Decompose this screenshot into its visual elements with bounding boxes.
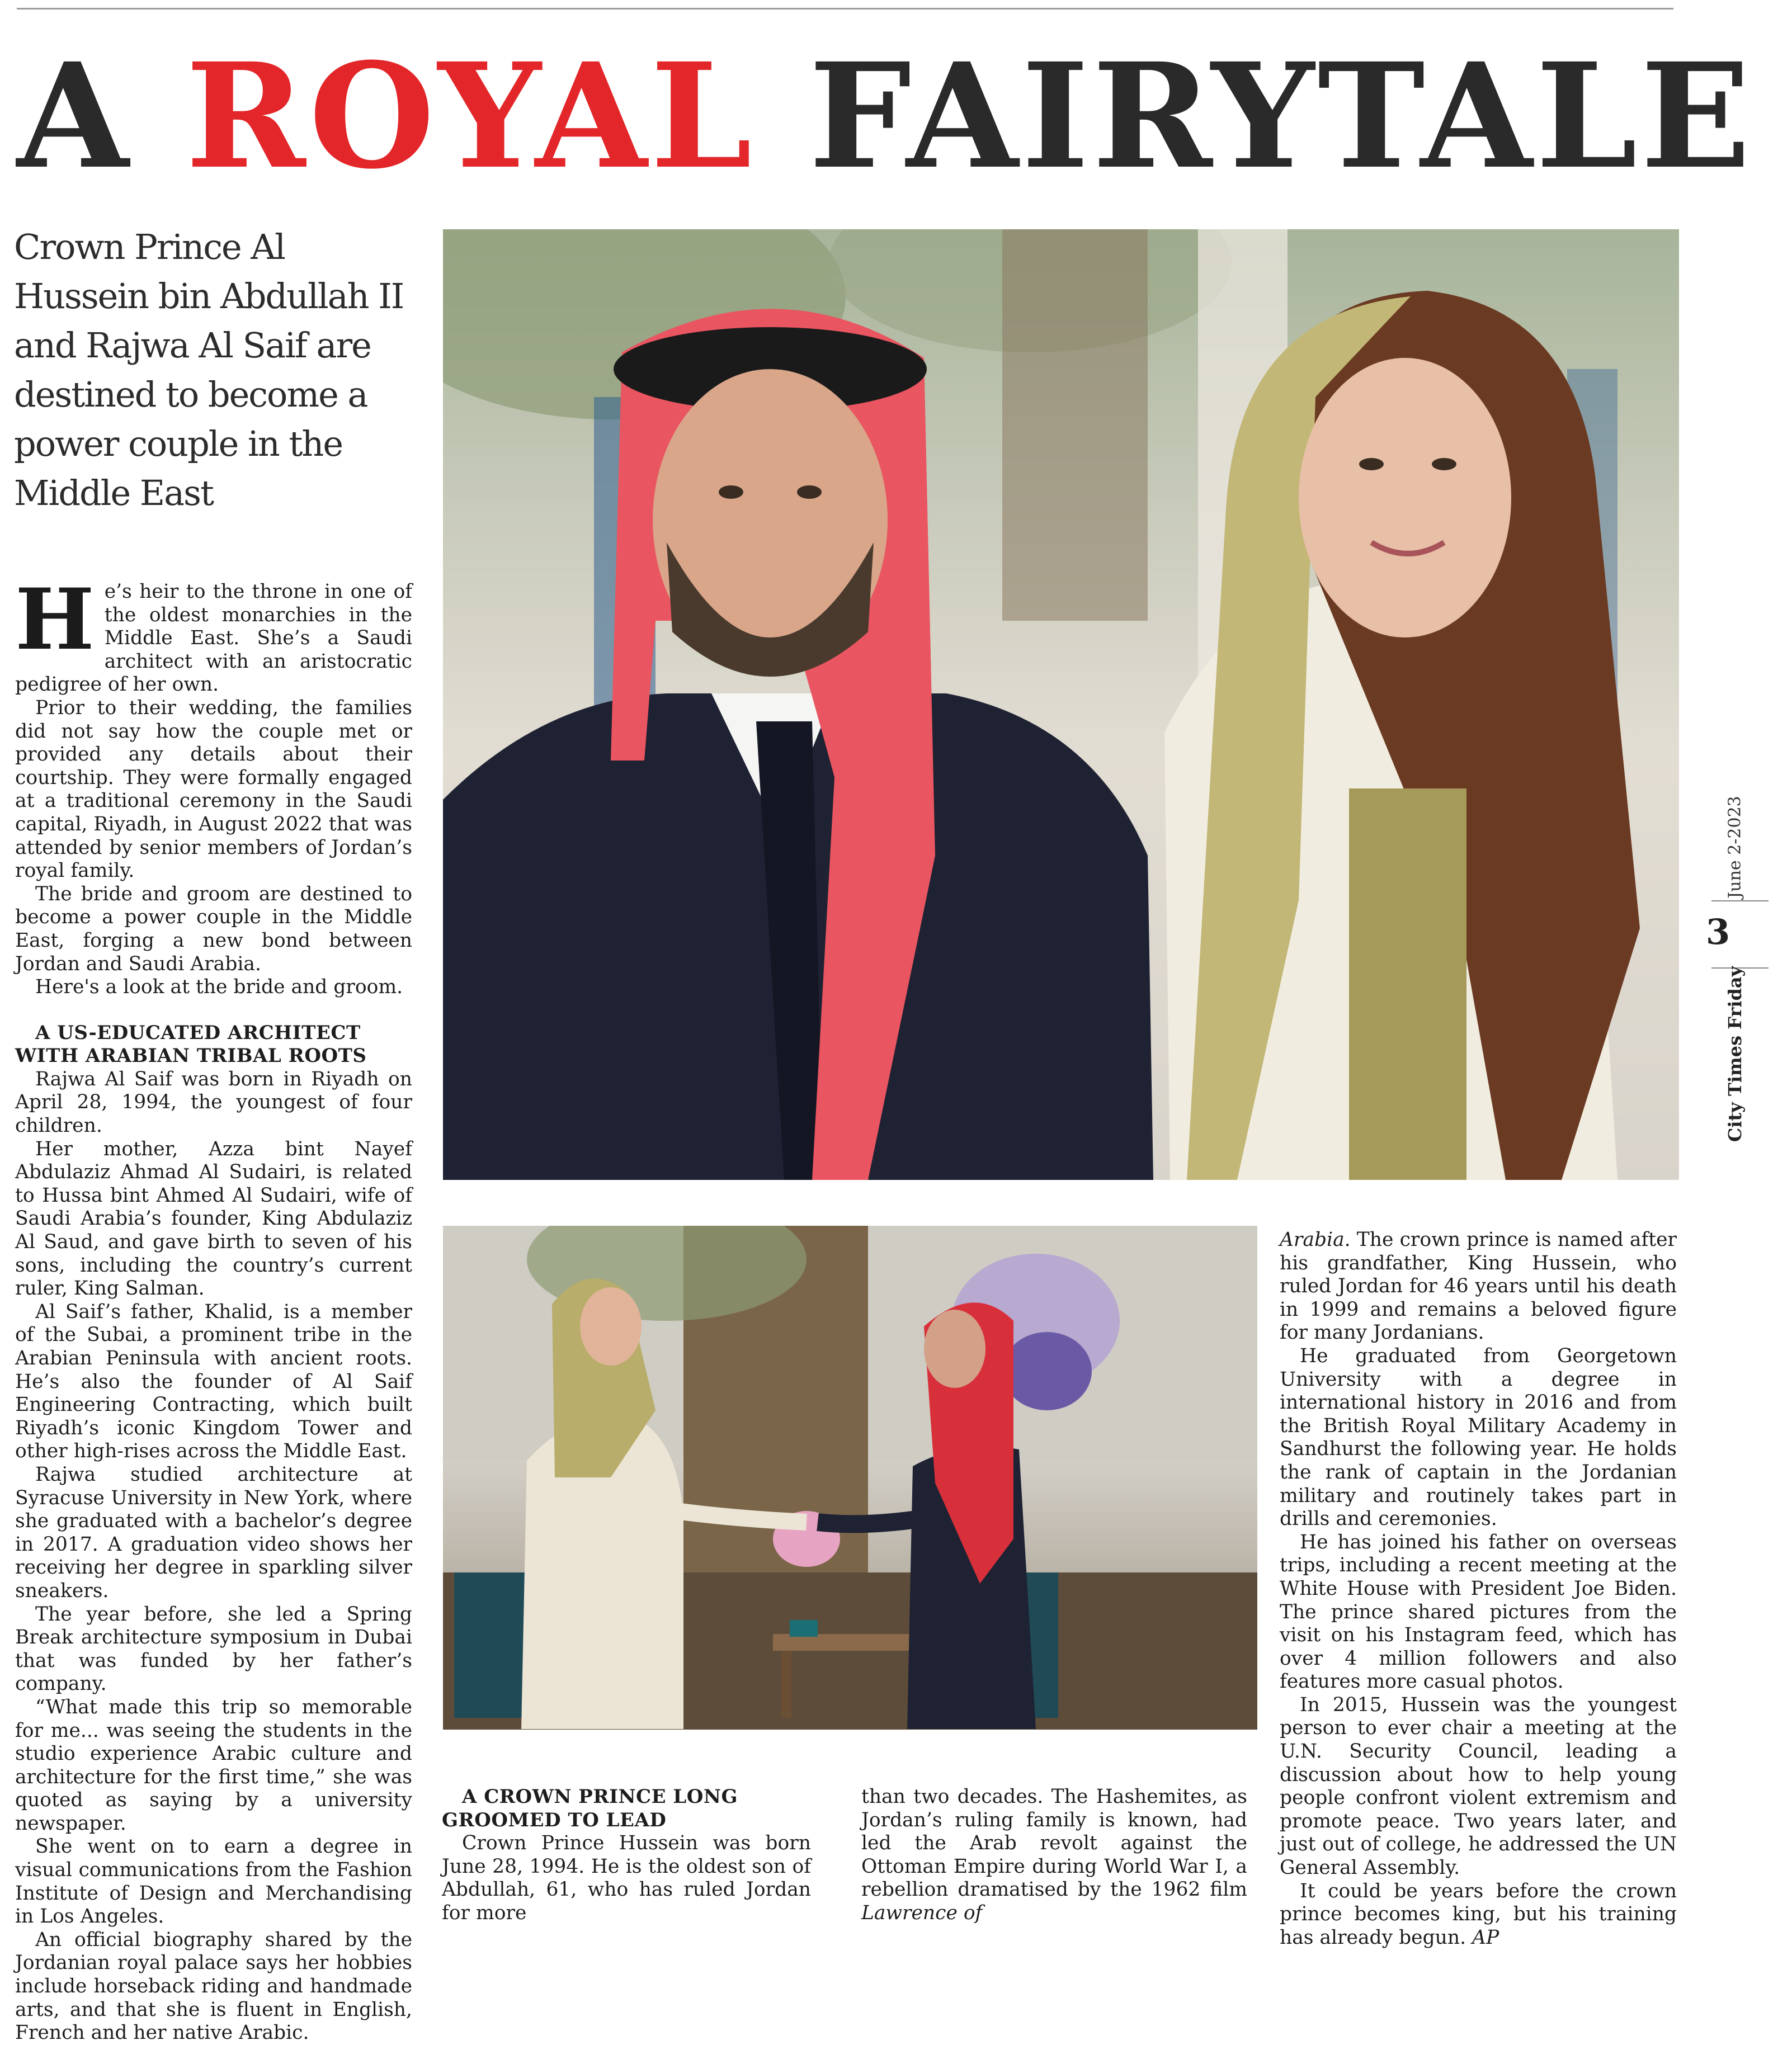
page-number: 3 (1706, 911, 1730, 952)
body-paragraph: Al Saif’s father, Khalid, is a member of the Subai, a prominent tribe in the Arabian Peninsula with ancient roots. He’s also the founder of Al Saif Engineering Contracting, which built Riyadh’s iconic Kingdom Tower and other high-rises across the Middle East. (15, 1300, 412, 1463)
publication-name: City Times Friday (1724, 966, 1746, 1142)
body-paragraph: He graduated from Georgetown University with a degree in international history in 2016 and from the British Royal Military Academy in Sandhurst the following year. He holds the rank of captain in the Jordanian military and routinely takes part in drills and ceremonies. (1280, 1344, 1677, 1531)
byline: AP (1472, 1926, 1499, 1949)
subheading-crown-prince: A CROWN PRINCE LONG GROOMED TO LEAD (442, 1786, 738, 1831)
body-paragraph: An official biography shared by the Jordanian royal palace says her hobbies include horseback riding and handmade arts, and that she is fluent in English, French and her native Arabic. (15, 1928, 412, 2044)
engagement-photo-icon (443, 1226, 1257, 1730)
top-rule (17, 8, 1673, 10)
body-paragraph: It could be years before the crown prince becomes king, but his training has already begun. AP (1280, 1879, 1677, 1949)
body-paragraph: Here's a look at the bride and groom. (35, 976, 403, 999)
folio-rule (1711, 900, 1769, 901)
body-paragraph: Arabia. The crown prince is named after his grandfather, King Hussein, who ruled Jordan for 46 years until his death in 1999 and remains a beloved figure for many Jordanians. (1280, 1229, 1677, 1344)
lede-paragraph: He’s heir to the throne in one of the oldest monarchies in the Middle East. She’s a Saudi architect with an aristocratic pedigree of her own. (15, 570, 412, 696)
film-title-part2: Arabia (1280, 1229, 1345, 1251)
drop-cap: H (15, 570, 95, 669)
body-paragraph: Rajwa studied architecture at Syracuse University in New York, where she graduated with a bachelor’s degree in 2017. A graduation video shows her receiving her degree in sparkling silver sneakers. (15, 1463, 412, 1602)
body-paragraph: The bride and groom are destined to become a power couple in the Middle East, forging a new bond between Jordan and Saudi Arabia. (15, 882, 412, 975)
body-paragraph: She went on to earn a degree in visual communications from the Fashion Institute of Design and Merchandising in Los Angeles. (15, 1835, 412, 1928)
body-paragraph: Prior to their wedding, the families did not say how the couple met or provided any details about their courtship. They were formally engaged at a traditional ceremony in the Saudi capital, Riyadh, in August 2022 that was attended by senior members of Jordan’s royal family. (15, 696, 412, 882)
body-paragraph: Rajwa Al Saif was born in Riyadh on April 28, 1994, the youngest of four children. (15, 1068, 412, 1137)
headline-word-a: A (17, 31, 133, 201)
body-paragraph: Crown Prince Hussein was born June 28, 1994. He is the oldest son of Abdullah, 61, who has ruled Jordan for more (442, 1832, 811, 1924)
headline-word-fairytale: FAIRYTALE (809, 31, 1754, 201)
body-paragraph: He has joined his father on overseas trips, including a recent meeting at the White House with President Joe Biden. The prince shared pictures from the visit on his Instagram feed, which has over 4 million followers and also features more casual photos. (1280, 1531, 1677, 1693)
article-column-1 (15, 570, 412, 2045)
article-column-3 (861, 1786, 1247, 1925)
body-paragraph: In 2015, Hussein was the youngest person to ever chair a meeting at the U.N. Security Council, leading a discussion about how to help young people confront violent extremism and promote peace. Two years later, and just out of college, he addressed the UN General Assembly. (1280, 1693, 1677, 1879)
standfirst: Crown Prince Al Hussein bin Abdullah II and Rajwa Al Saif are destined to become a power couple in the Middle East (14, 226, 404, 513)
article-column-4 (1280, 1229, 1677, 1949)
film-title-part1: Lawrence of (861, 1901, 983, 1924)
folio (1701, 796, 1769, 1142)
headline (17, 31, 1754, 201)
headline-word-royal: ROYAL (186, 31, 756, 201)
body-paragraph: Her mother, Azza bint Nayef Abdulaziz Ahmad Al Sudairi, is related to Hussa bint Ahmed Al Sudairi, wife of Saudi Arabia’s founder, King Abdulaziz Al Saud, and gave birth to seven of his sons, including the country’s current ruler, King Salman. (15, 1137, 412, 1300)
folio-date: June 2-2023 (1725, 796, 1745, 899)
subheading-architect: A US-EDUCATED ARCHITECT WITH ARABIAN TRIBAL ROOTS (15, 1021, 367, 1068)
body-paragraph: than two decades. The Hashemites, as Jordan’s ruling family is known, had led the Arab revolt against the Ottoman Empire during World War I, a rebellion dramatised by the 1962 film Lawrence of (861, 1786, 1247, 1924)
body-paragraph: “What made this trip so memorable for me... was seeing the students in the studio experience Arabic culture and architecture for the first time,” she was quoted as saying by a university newspaper. (15, 1695, 412, 1835)
body-paragraph: The year before, she led a Spring Break architecture symposium in Dubai that was funded by her father’s company. (15, 1603, 412, 1695)
article-column-2 (442, 1786, 811, 1925)
portrait-photo-icon (443, 229, 1679, 1180)
